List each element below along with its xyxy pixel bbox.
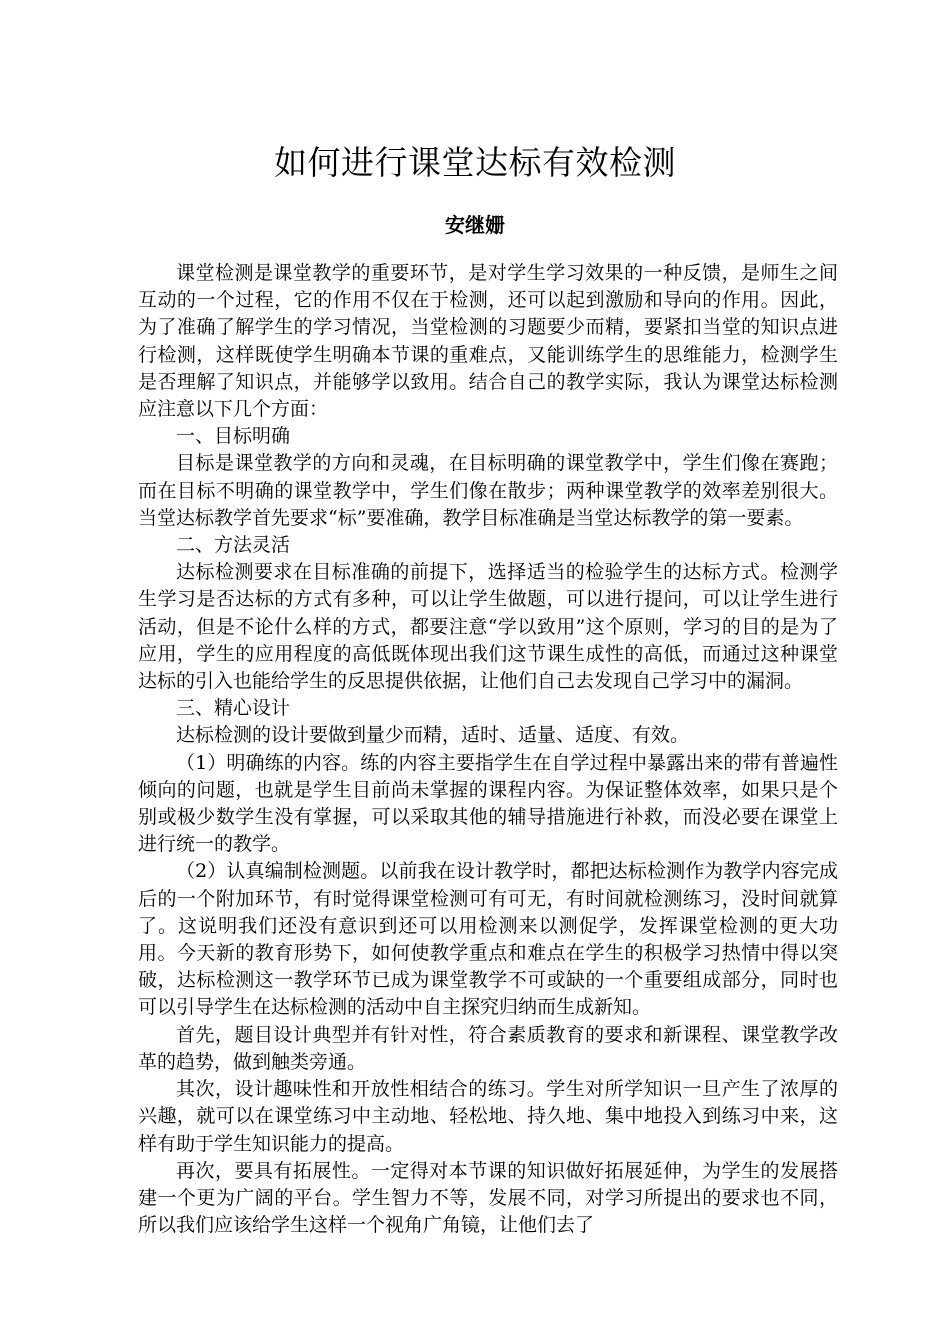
paragraph-method: 达标检测要求在目标准确的前提下，选择适当的检验学生的达标方式。检测学生学习是否达标的方式有多种，可以让学生做题，可以进行提问，可以让学生进行活动，但是不论什么样的方式，都要注意“学以致用”这个原则，学习的目的是为了应用，学生的应用程度的高低既体现出我们这节课生成性的高低，而通过这种课堂达标的引入也能给学生的反思提供依据，让他们自己去发现自己学习中的漏洞。 (138, 561, 838, 693)
document-title: 如何进行课堂达标有效检测 (274, 143, 676, 182)
paragraph-point-2: （2）认真编制检测题。以前我在设计教学时，都把达标检测作为教学内容完成后的一个附加环节，有时觉得课堂检测可有可无，有时间就检测练习，没时间就算了。这说明我们还没有意识到还可以用检测来以测促学，发挥课堂检测的更大功用。今天新的教育形势下，如何使教学重点和难点在学生的积极学习热情中得以突破，达标检测这一教学环节已成为课堂教学不可或缺的一个重要组成部分，同时也可以引导学生在达标检测的活动中自主探究归纳而生成新知。 (138, 860, 838, 1019)
paragraph-goal: 目标是课堂教学的方向和灵魂，在目标明确的课堂教学中，学生们像在赛跑；而在目标不明确的课堂教学中，学生们像在散步；两种课堂教学的效率差别很大。当堂达标教学首先要求“标”要准确，教学目标准确是当堂达标教学的第一要素。 (138, 452, 838, 529)
paragraph-point-1: （1）明确练的内容。练的内容主要指学生在自学过程中暴露出来的带有普遍性倾向的问题，也就是学生目前尚未掌握的课程内容。为保证整体效率，如果只是个别或极少数学生没有掌握，可以采取其他的辅导措施进行补救，而没必要在课堂上进行统一的教学。 (138, 751, 838, 856)
section-heading-1: 一、目标明确 (176, 425, 291, 448)
paragraph-third: 再次，要具有拓展性。一定得对本节课的知识做好拓展延伸，为学生的发展搭建一个更为广阔的平台。学生智力不等，发展不同，对学习所提出的要求也不同，所以我们应该给学生这样一个视角广角镜，让他们去了 (138, 1159, 838, 1237)
document-author: 安继姗 (445, 213, 505, 237)
section-heading-2: 二、方法灵活 (176, 534, 291, 557)
paragraph-first: 首先，题目设计典型并有针对性，符合素质教育的要求和新课程、课堂教学改革的趋势，做到触类旁通。 (138, 1023, 838, 1073)
document-body (138, 260, 838, 1239)
section-heading-3: 三、精心设计 (176, 697, 291, 720)
paragraph-design-summary: 达标检测的设计要做到量少而精，适时、适量、适度、有效。 (176, 724, 690, 747)
paragraph-second: 其次，设计趣味性和开放性相结合的练习。学生对所学知识一旦产生了浓厚的兴趣，就可以在课堂练习中主动地、轻松地、持久地、集中地投入到练习中来，这样有助于学生知识能力的提高。 (138, 1078, 838, 1155)
paragraph-intro: 课堂检测是课堂教学的重要环节，是对学生学习效果的一种反馈，是师生之间互动的一个过程，它的作用不仅在于检测，还可以起到激励和导向的作用。因此，为了准确了解学生的学习情况，当堂检测的习题要少而精，要紧扣当堂的知识点进行检测，这样既使学生明确本节课的重难点，又能训练学生的思维能力，检测学生是否理解了知识点，并能够学以致用。结合自己的教学实际，我认为课堂达标检测应注意以下几个方面： (138, 262, 838, 421)
